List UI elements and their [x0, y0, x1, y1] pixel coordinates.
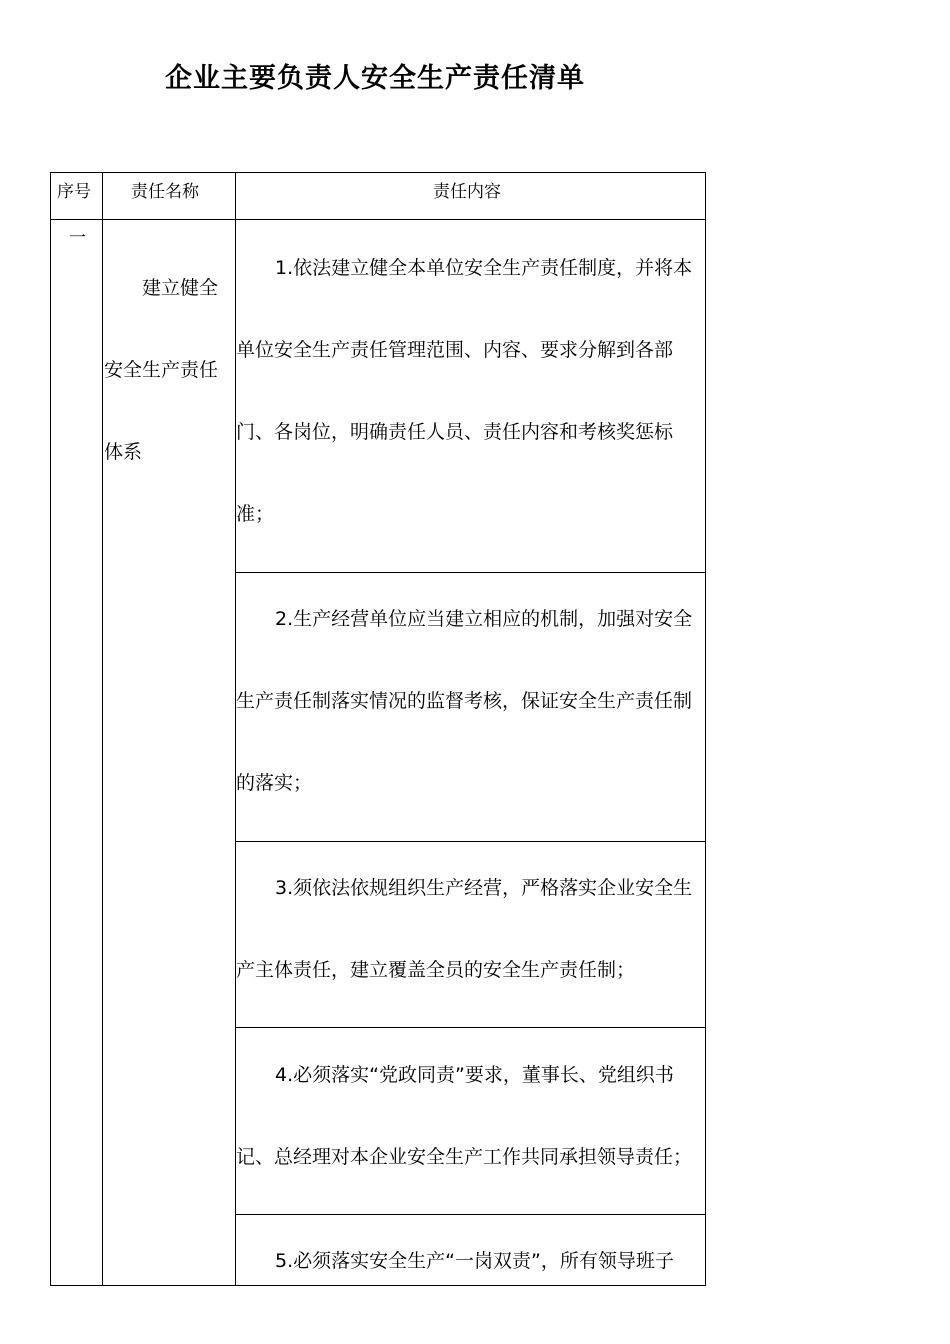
- row-responsibility-name: [104, 247, 234, 493]
- item-divider-3: [236, 1027, 705, 1028]
- content-item-3: [236, 847, 706, 1011]
- header-content: 责任内容: [433, 182, 501, 202]
- item-divider-1: [236, 572, 705, 573]
- header-seq: 序号: [57, 182, 91, 202]
- name-line: 建立健全: [142, 277, 219, 299]
- name-line: 体系: [104, 441, 143, 463]
- content-line: 2.生产经营单位应当建立相应的机制，加强对安全: [275, 608, 693, 630]
- content-line: 准；: [236, 503, 275, 525]
- responsibility-table: [50, 172, 706, 1286]
- content-item-4: [236, 1034, 706, 1198]
- content-line: 5.必须落实安全生产“一岗双责”，所有领导班子: [275, 1250, 674, 1272]
- item-divider-2: [236, 841, 705, 842]
- item-divider-4: [236, 1214, 705, 1215]
- content-line: 记、总经理对本企业安全生产工作共同承担领导责任；: [236, 1146, 693, 1168]
- column-divider-seq: [102, 173, 103, 1285]
- content-line: 3.须依法依规组织生产经营，严格落实企业安全生: [275, 877, 693, 899]
- content-item-2: [236, 578, 706, 824]
- row-seq: 一: [69, 228, 86, 248]
- content-line: 单位安全生产责任管理范围、内容、要求分解到各部: [236, 339, 674, 361]
- content-line: 的落实；: [236, 772, 313, 794]
- content-line: 门、各岗位，明确责任人员、责任内容和考核奖惩标: [236, 421, 674, 443]
- content-item-1: [236, 227, 706, 555]
- document-title: 企业主要负责人安全生产责任清单: [165, 63, 585, 94]
- header-name: 责任名称: [131, 182, 199, 202]
- content-item-5: [236, 1220, 706, 1302]
- content-line: 产主体责任，建立覆盖全员的安全生产责任制；: [236, 959, 636, 981]
- header-divider: [51, 219, 705, 220]
- name-line: 安全生产责任: [104, 359, 219, 381]
- content-line: 4.必须落实“党政同责”要求，董事长、党组织书: [275, 1064, 674, 1086]
- content-line: 生产责任制落实情况的监督考核，保证安全生产责任制: [236, 690, 693, 712]
- content-line: 1.依法建立健全本单位安全生产责任制度，并将本: [275, 257, 693, 279]
